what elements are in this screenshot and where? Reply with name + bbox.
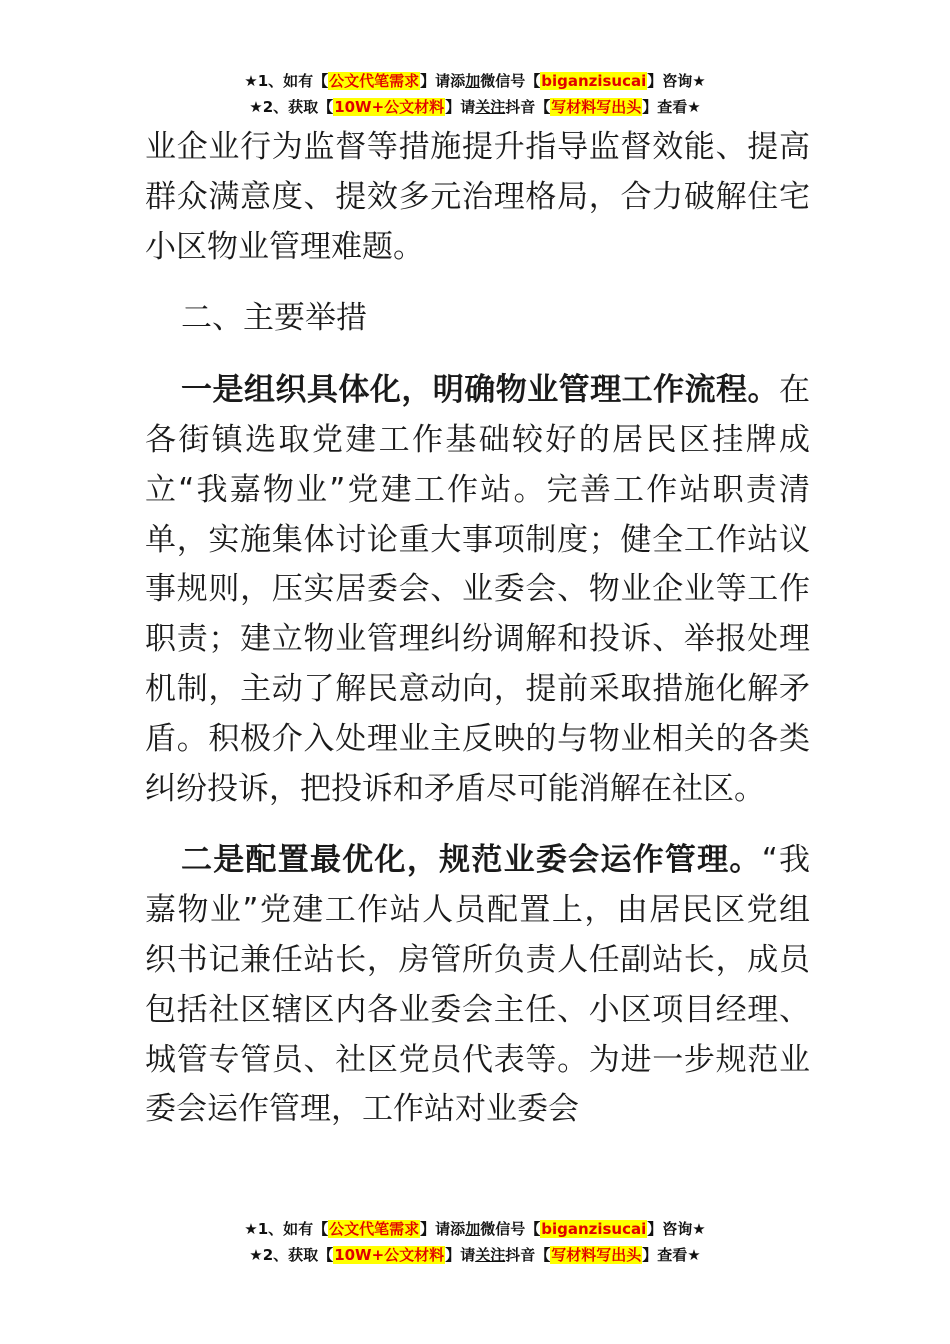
footer-line-2: ★2、获取【10W+公文材料】请关注抖音【写材料写出头】查看★ — [249, 1246, 701, 1264]
banner-line-1: ★1、如有【公文代笔需求】请添加微信号【biganzisucai】咨询★ — [244, 72, 706, 90]
highlight-wechat-id: biganzisucai — [541, 72, 647, 90]
banner-line-2: ★2、获取【10W+公文材料】请关注抖音【写材料写出头】查看★ — [249, 98, 701, 116]
footer-highlight-douyin: 写材料写出头 — [551, 1246, 642, 1264]
paragraph-1-text: 在各街镇选取党建工作基础较好的居民区挂牌成立“我嘉物业”党建工作站。完善工作站职责清单，实施集体讨论重大事项制度；健全工作站议事规则，压实居委会、业委会、物业企业等工作职责；建立物业管理纠纷调解和投诉、举报处理机制，主动了解民意动向，提前采取措施化解矛盾。积极介入处理业主反映的与物业相关的各类纠纷投诉，把投诉和矛盾尽可能消解在社区。 — [145, 372, 810, 807]
paragraph-2-lead: 二是配置最优化，规范业委会运作管理。 — [181, 842, 762, 879]
intro-paragraph-tail: 业企业行为监督等措施提升指导监督效能、提高群众满意度、提效多元治理格局，合力破解住宅小区物业管理难题。 — [145, 129, 810, 265]
highlight-materials: 10W+公文材料 — [334, 98, 445, 116]
highlight-service: 公文代笔需求 — [329, 72, 420, 90]
paragraph-2-text: “我嘉物业”党建工作站人员配置上，由居民区党组织书记兼任站长，房管所负责人任副站长，成员包括社区辖区内各业委会主任、小区项目经理、城管专管员、社区党员代表等。为进一步规范业委会运作管理，工作站对业委会 — [145, 842, 811, 1128]
paragraph-1-lead: 一是组织具体化，明确物业管理工作流程。 — [181, 372, 779, 409]
paragraph-2 — [145, 836, 810, 1135]
footer-line-1: ★1、如有【公文代笔需求】请添加微信号【biganzisucai】咨询★ — [244, 1220, 706, 1238]
document-body — [145, 123, 810, 1135]
footer-highlight-wechat-id: biganzisucai — [541, 1220, 647, 1238]
footer-highlight-service: 公文代笔需求 — [329, 1220, 420, 1238]
footer-banner — [0, 1216, 950, 1268]
footer-highlight-materials: 10W+公文材料 — [334, 1246, 445, 1264]
section-heading: 二、主要举措 — [181, 300, 367, 337]
paragraph-1 — [145, 366, 810, 814]
highlight-douyin: 写材料写出头 — [551, 98, 642, 116]
header-banner — [0, 68, 950, 120]
